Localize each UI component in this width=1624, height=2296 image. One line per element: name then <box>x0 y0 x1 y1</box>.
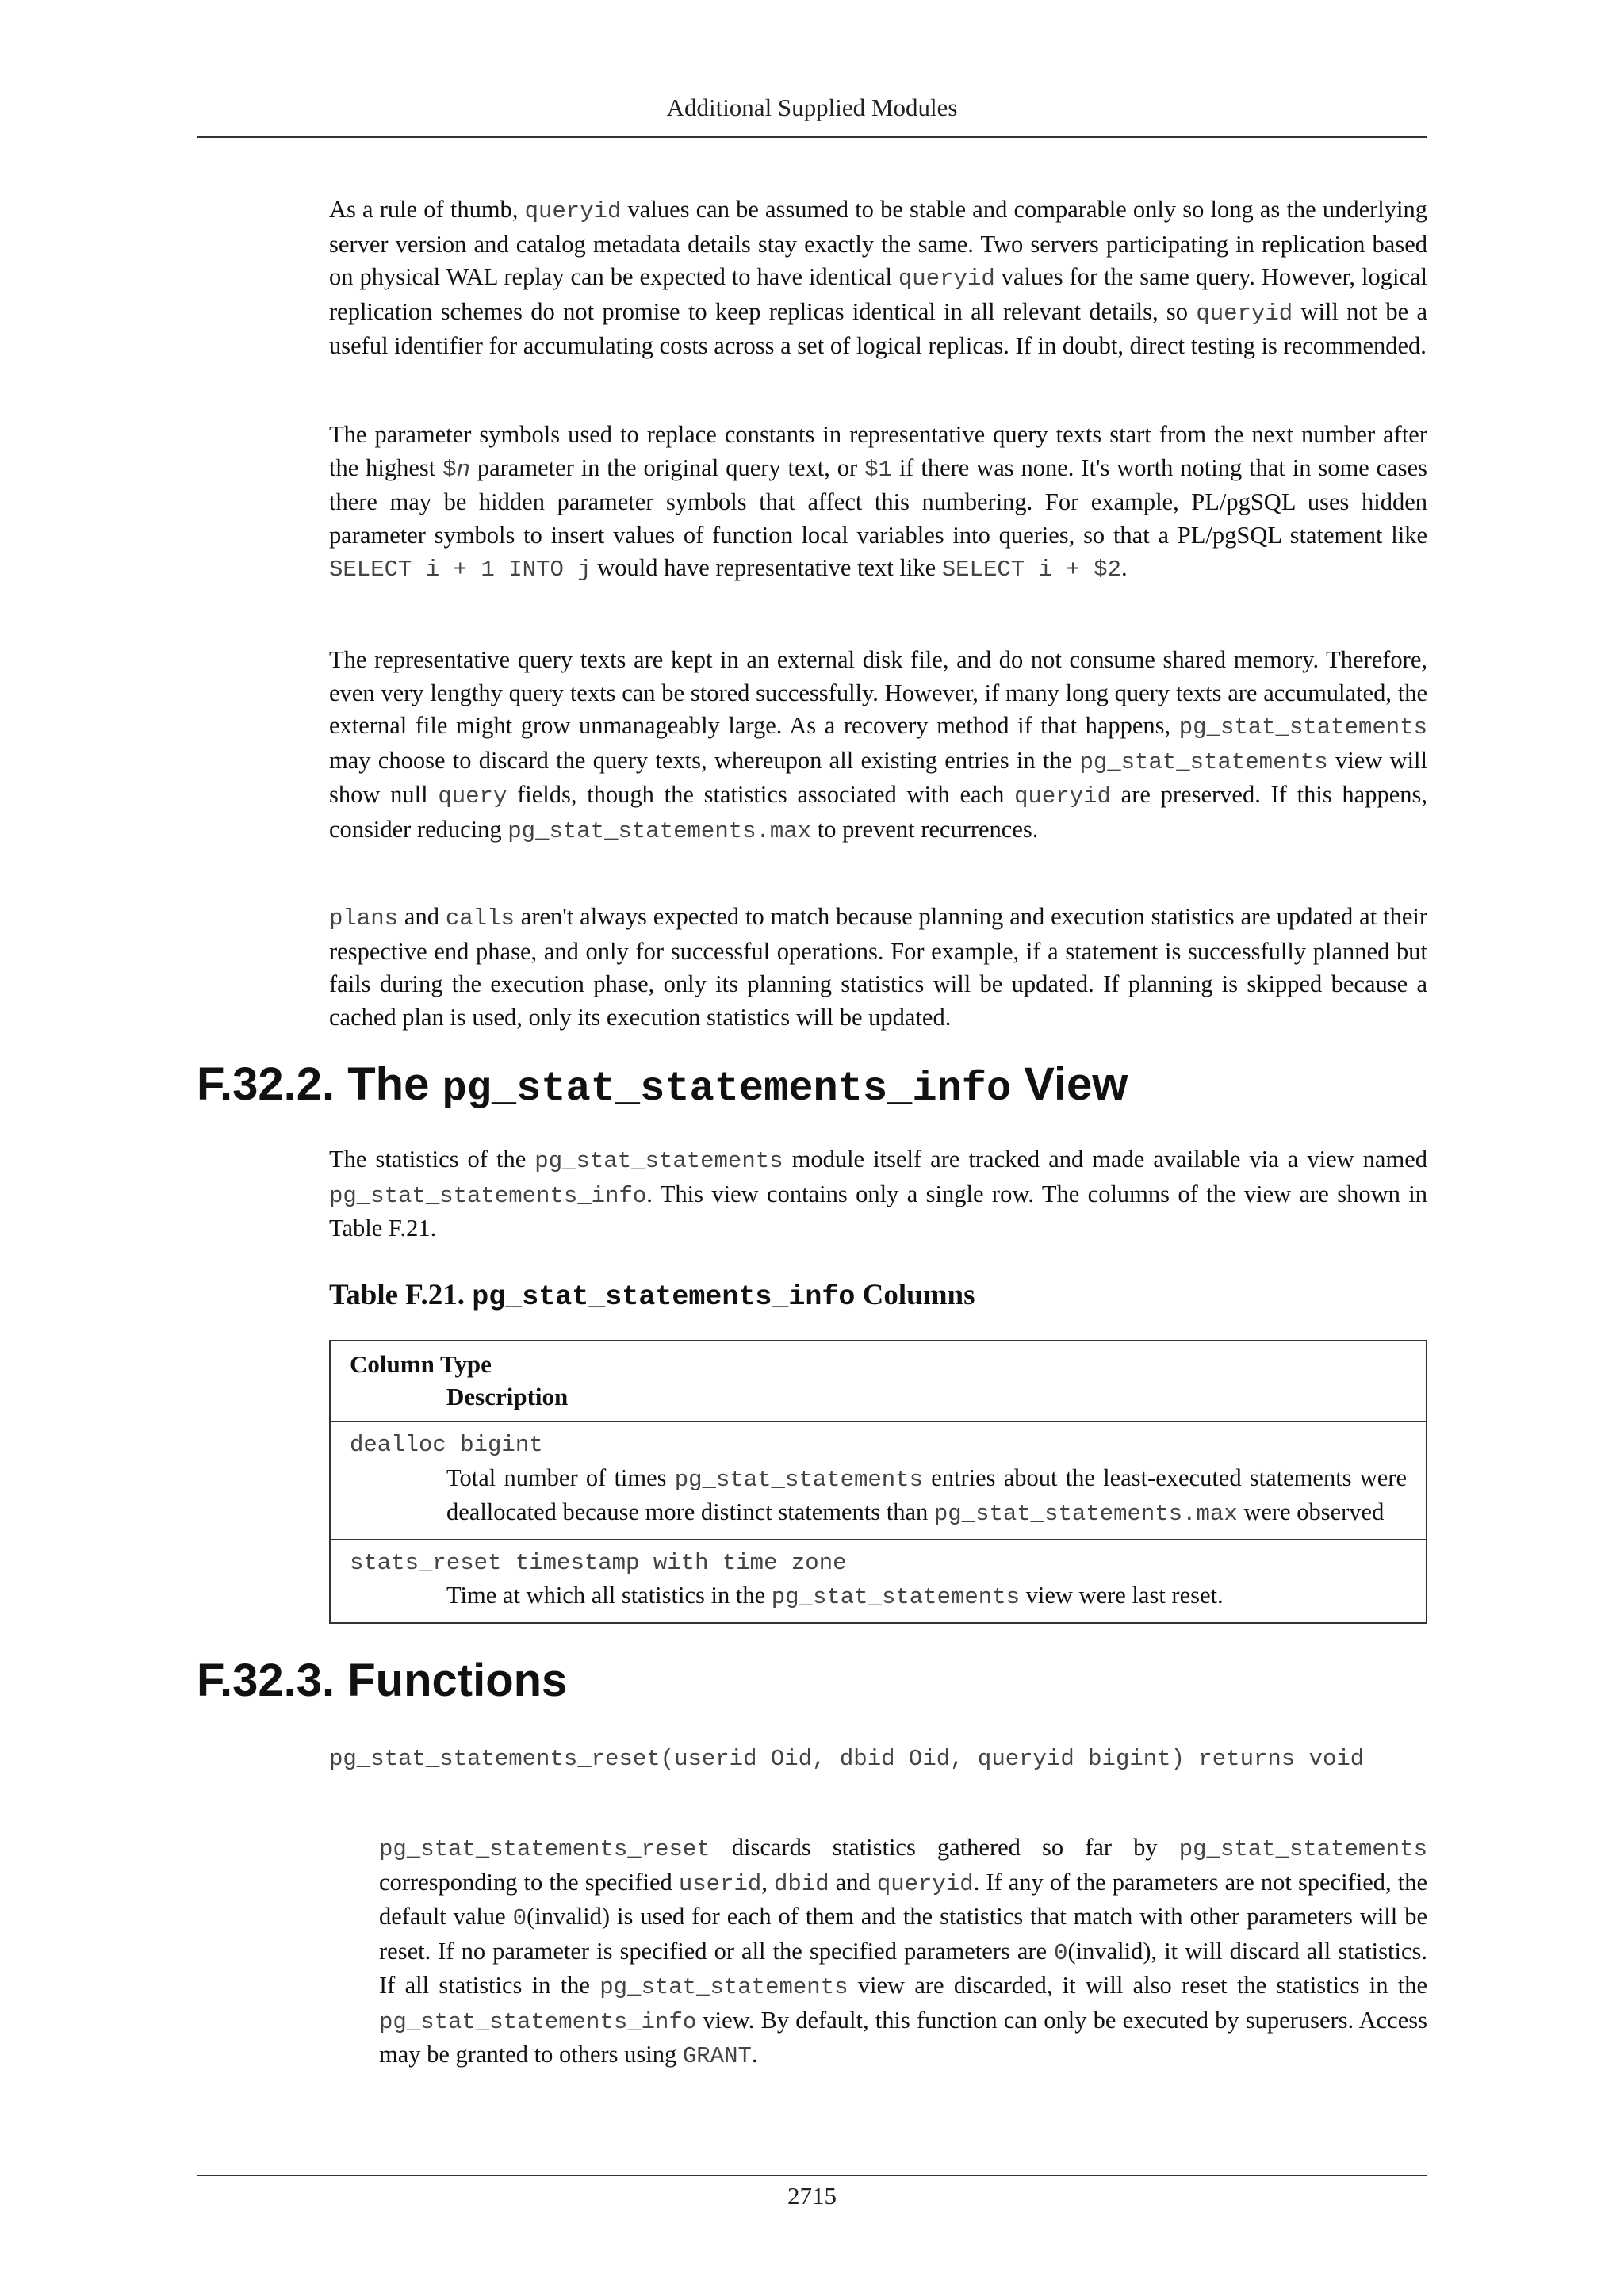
text: and <box>829 1868 877 1896</box>
heading-text: F.32.2. The <box>197 1058 442 1110</box>
code-literal: GRANT <box>682 2043 752 2069</box>
code-part: $ <box>442 456 457 483</box>
text: entries about the least-executed statements were deallocated because more distinct statements than <box>446 1464 1408 1525</box>
text: . If any of the parameters are not specified, the default value <box>379 1868 1427 1930</box>
caption-text: Columns <box>855 1279 975 1311</box>
code-literal: pg_stat_statements <box>1178 1836 1427 1862</box>
code-literal: pg_stat_statements <box>599 1974 848 2000</box>
code-literal: pg_stat_statements <box>771 1584 1021 1610</box>
page-number: 2715 <box>787 2182 837 2210</box>
paragraph-query-texts-storage <box>329 644 1427 848</box>
text: Time at which all statistics in the <box>446 1582 772 1609</box>
text: . <box>751 2041 758 2068</box>
text: view are discarded, it will also reset the statistics in the <box>848 1972 1428 1999</box>
code-literal: $1 <box>864 456 892 483</box>
code-literal: pg_stat_statements_info <box>379 2008 697 2035</box>
text: parameter in the original query text, or <box>469 453 865 481</box>
text: The representative query texts are kept in an external disk file, and do not consume shared memory. Therefore, even very lengthy query texts can be stored successfully. However, if many long query texts are accumulated, the external file might grow unmanageably large. As a recovery method if that happens, <box>329 646 1427 739</box>
text: The parameter symbols used to replace constants in representative query texts start from the next number after the highest <box>329 421 1427 481</box>
table-header-row <box>331 1341 1426 1422</box>
function-signature: pg_stat_statements_reset(userid Oid, dbid Oid, queryid bigint) returns void <box>329 1746 1365 1772</box>
columns-table <box>329 1340 1427 1624</box>
text: were observed <box>1237 1498 1385 1525</box>
code-literal: pg_stat_statements_reset <box>379 1836 710 1862</box>
code-literal: pg_stat_statements <box>1178 714 1427 740</box>
code-literal: userid <box>678 1870 762 1897</box>
paragraph-info-view-intro <box>329 1143 1427 1246</box>
function-description <box>379 1831 1427 2073</box>
table-caption <box>329 1278 975 1313</box>
text: are preserved. If this happens, consider reducing <box>329 781 1427 843</box>
text: view were last reset. <box>1020 1582 1224 1609</box>
code-literal <box>442 457 470 483</box>
heading-code: pg_stat_statements_info <box>442 1066 1012 1112</box>
column-description <box>350 1579 1407 1614</box>
text: would have representative text like <box>591 554 942 581</box>
code-italic: n <box>456 456 470 483</box>
code-literal: queryid <box>876 1870 974 1897</box>
column-description <box>350 1462 1407 1531</box>
text: , <box>761 1868 775 1896</box>
table-row <box>331 1422 1426 1540</box>
code-literal: pg_stat_statements.max <box>508 817 812 844</box>
text: if there was none. It's worth noting that in some cases there may be hidden parameter symbols that affect this numbering. For example, PL/pgSQL uses hidden parameter symbols to insert values of function local variables into queries, so that a PL/pgSQL statement like <box>329 453 1427 549</box>
heading-text: View <box>1011 1058 1128 1110</box>
code-literal: plans <box>329 905 399 932</box>
code-literal: queryid <box>898 266 995 292</box>
text: view. By default, this function can only be executed by superusers. Access may be granted to others using <box>379 2006 1427 2068</box>
text: values can be assumed to be stable and comparable only so long as the underlying server version and catalog metadata details stay exactly the same. Two servers participating in replication based on physical WAL replay can be expected to have identical <box>329 196 1427 290</box>
text: values for the same query. However, logical replication schemes do not promise to keep replicas identical in all relevant details, so <box>329 263 1427 325</box>
header-column-type: Column Type <box>350 1350 492 1378</box>
caption-code: pg_stat_statements_info <box>472 1281 856 1313</box>
code-literal: 0 <box>512 1905 527 1931</box>
code-literal: pg_stat_statements <box>1079 748 1328 775</box>
code-literal: 0 <box>1054 1939 1068 1966</box>
header-description: Description <box>446 1383 569 1410</box>
text: to prevent recurrences. <box>811 815 1039 843</box>
paragraph-plans-calls <box>329 901 1427 1034</box>
text: discards statistics gathered so far by <box>710 1834 1179 1861</box>
text: aren't always expected to match because planning and execution statistics are updated at their respective end phase, and only for successful operations. For example, if a statement is successfully planned but fails during the execution phase, only its planning statistics will be updated. If planning is skipped because a cached plan is used, only its execution statistics will be updated. <box>329 903 1427 1031</box>
text: The statistics of the <box>329 1146 535 1173</box>
code-literal: queryid <box>1014 783 1111 809</box>
column-signature: dealloc bigint <box>350 1432 543 1458</box>
text: fields, though the statistics associated with each <box>507 781 1015 808</box>
paragraph-parameter-symbols <box>329 419 1427 587</box>
code-literal: query <box>438 783 508 809</box>
table-row <box>331 1540 1426 1622</box>
section-heading-info-view <box>197 1058 1128 1112</box>
text: and <box>398 903 446 930</box>
code-literal: pg_stat_statements <box>674 1466 923 1493</box>
text: will not be a useful identifier for accumulating costs across a set of logical replicas. If in doubt, direct testing is recommended. <box>329 297 1428 359</box>
footer-rule <box>197 2175 1427 2176</box>
text: view will show null <box>329 746 1427 808</box>
column-signature: stats_reset timestamp with time zone <box>350 1549 847 1576</box>
text: module itself are tracked and made available via a view named <box>783 1146 1427 1173</box>
code-literal: queryid <box>524 198 622 224</box>
section-heading-functions: F.32.3. Functions <box>197 1655 568 1706</box>
text: As a rule of thumb, <box>329 196 525 223</box>
text: may choose to discard the query texts, whereupon all existing entries in the <box>329 746 1080 774</box>
code-literal: pg_stat_statements_info <box>329 1182 647 1209</box>
code-literal: calls <box>445 905 515 932</box>
text: corresponding to the specified <box>379 1868 679 1896</box>
code-literal: SELECT i + 1 INTO j <box>329 557 592 583</box>
text: (invalid), it will discard all statistics. If all statistics in the <box>379 1937 1428 1999</box>
caption-text: Table F.21. <box>329 1279 473 1311</box>
header-rule <box>197 136 1427 138</box>
text: . This view contains only a single row. The columns of the view are shown in Table F.21. <box>329 1180 1427 1242</box>
paragraph-queryid-stability <box>329 193 1427 363</box>
text: . <box>1121 554 1128 581</box>
text: (invalid) is used for each of them and the statistics that match with other parameters will be reset. If no parameter is specified or all the specified parameters are <box>379 1903 1428 1965</box>
code-literal: pg_stat_statements <box>534 1148 783 1174</box>
code-literal: pg_stat_statements.max <box>933 1501 1238 1527</box>
running-header: Additional Supplied Modules <box>666 94 958 121</box>
text: Total number of times <box>446 1464 675 1491</box>
code-literal: SELECT i + $2 <box>941 557 1121 583</box>
code-literal: dbid <box>774 1870 829 1897</box>
code-literal: queryid <box>1196 300 1293 327</box>
